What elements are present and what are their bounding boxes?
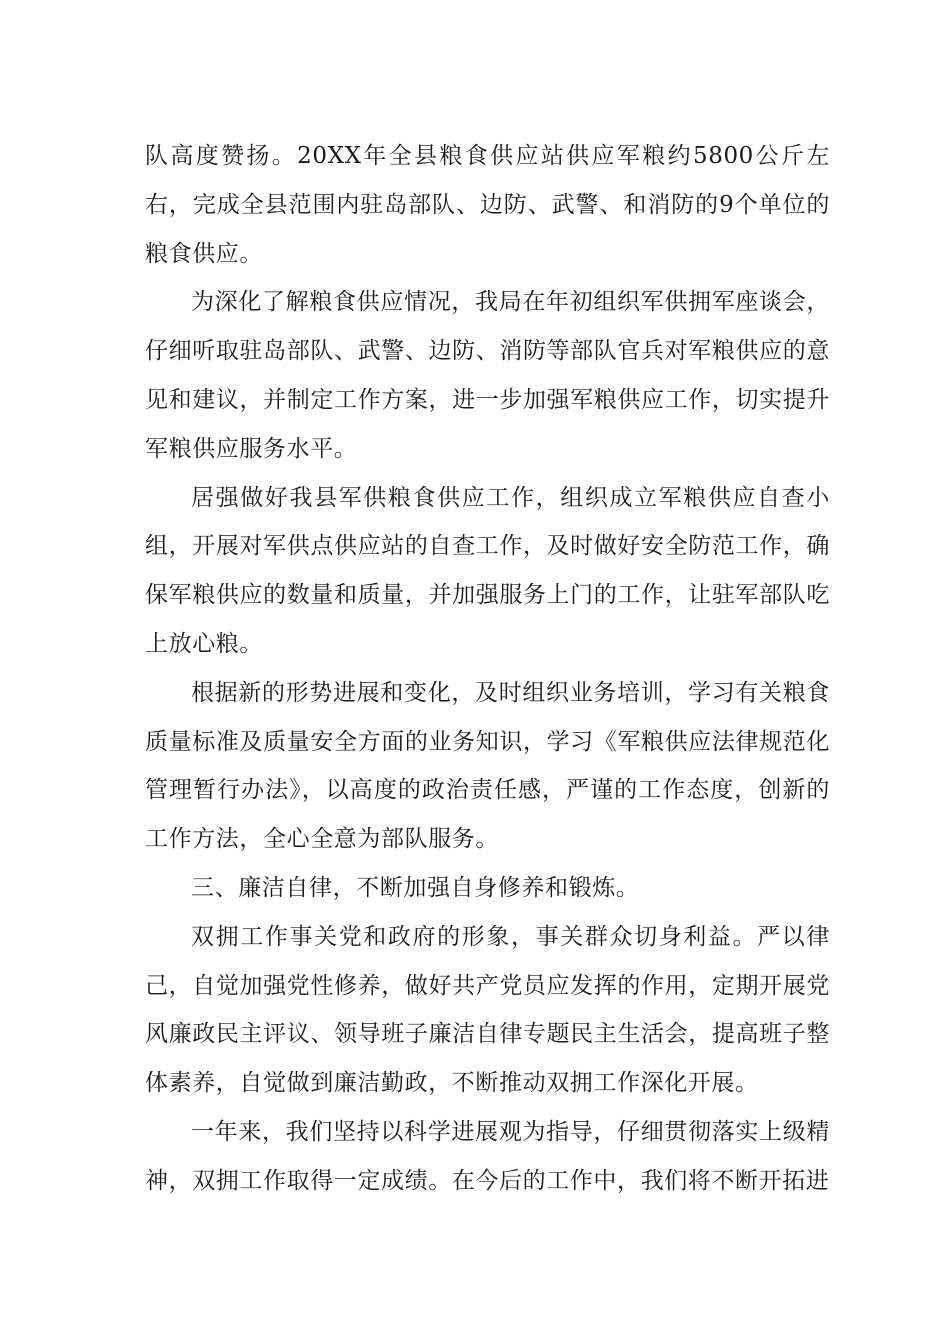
paragraph-self-discipline: 双拥工作事关党和政府的形象，事关群众切身利益。严以律己，自觉加强党性修养，做好共产党员应发挥的作用，定期开展党风廉政民主评议、领导班子廉洁自律专题民主生活会，提高班子整体素养，自觉做到廉洁勤政，不断推动双拥工作深化开展。 <box>145 923 830 1097</box>
paragraph-continuation: 队高度赞扬。20XX年全县粮食供应站供应军粮约5800公斤左右，完成全县范围内驻岛部队、边防、武警、和消防的9个单位的粮食供应。 <box>145 143 830 267</box>
paragraph-self-inspection: 居强做好我县军供粮食供应工作，组织成立军粮供应自查小组，开展对军供点供应站的自查工作，及时做好安全防范工作，确保军粮供应的数量和质量，并加强服务上门的工作，让驻军部队吃上放心粮。 <box>145 484 830 657</box>
paragraph-training: 根据新的形势进展和变化，及时组织业务培训，学习有关粮食质量标准及质量安全方面的业务知识，学习《军粮供应法律规范化管理暂行办法》，以高度的政治责任感，严谨的工作态度，创新的工作方法，全心全意为部队服务。 <box>145 679 830 853</box>
document-body <box>145 132 830 1206</box>
section-heading-integrity: 三、廉洁自律，不断加强自身修养和锻炼。 <box>191 874 640 901</box>
paragraph-survey: 为深化了解粮食供应情况，我局在年初组织军供拥军座谈会，仔细听取驻岛部队、武警、边防、消防等部队官兵对军粮供应的意见和建议，并制定工作方案，进一步加强军粮供应工作，切实提升军粮供应服务水平。 <box>145 289 830 462</box>
paragraph-summary: 一年来，我们坚持以科学进展观为指导，仔细贯彻落实上级精神，双拥工作取得一定成绩。在今后的工作中，我们将不断开拓进 <box>145 1118 830 1194</box>
